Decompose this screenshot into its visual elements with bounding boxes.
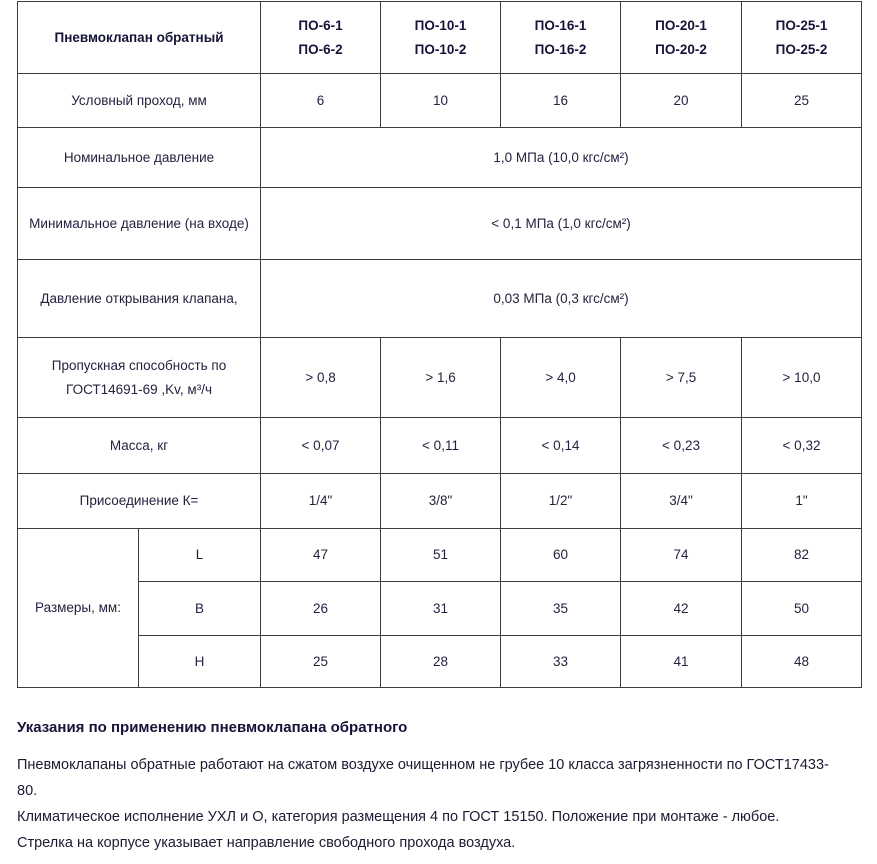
row-label-bore: Условный проход, мм bbox=[18, 74, 261, 128]
column-header-po-10 bbox=[381, 2, 501, 74]
notes-section bbox=[17, 718, 829, 856]
value-cell: 1/2" bbox=[501, 474, 621, 529]
dimension-param-h: H bbox=[139, 636, 261, 688]
table-row-mass bbox=[18, 418, 862, 474]
value-cell: < 0,23 bbox=[621, 418, 742, 474]
model-name: ПО-6-2 bbox=[298, 41, 343, 57]
value-cell: 33 bbox=[501, 636, 621, 688]
column-header-po-25 bbox=[742, 2, 862, 74]
model-name: ПО-16-2 bbox=[534, 41, 587, 57]
table-row-connection bbox=[18, 474, 862, 529]
table-row-nominal-pressure bbox=[18, 128, 862, 188]
notes-paragraph: Стрелка на корпусе указывает направление свободного прохода воздуха. bbox=[17, 835, 516, 851]
span-value-cell: 1,0 МПа (10,0 кгс/см²) bbox=[261, 128, 862, 188]
column-header-po-6 bbox=[261, 2, 381, 74]
value-cell: 51 bbox=[381, 529, 501, 582]
value-cell: 25 bbox=[261, 636, 381, 688]
table-title: Пневмоклапан обратный bbox=[18, 2, 261, 74]
value-cell: < 0,14 bbox=[501, 418, 621, 474]
spec-table bbox=[17, 1, 862, 688]
value-cell: 60 bbox=[501, 529, 621, 582]
value-cell: 41 bbox=[621, 636, 742, 688]
value-cell: 50 bbox=[742, 582, 862, 636]
table-row-dimension-l bbox=[18, 529, 862, 582]
value-cell: 31 bbox=[381, 582, 501, 636]
model-name: ПО-10-2 bbox=[414, 41, 467, 57]
value-cell: 16 bbox=[501, 74, 621, 128]
span-value-cell: < 0,1 МПа (1,0 кгс/см²) bbox=[261, 188, 862, 260]
value-cell: 10 bbox=[381, 74, 501, 128]
table-row-flow bbox=[18, 338, 862, 418]
value-cell: > 7,5 bbox=[621, 338, 742, 418]
model-name: ПО-20-1 bbox=[655, 17, 707, 33]
value-cell: < 0,11 bbox=[381, 418, 501, 474]
value-cell: 47 bbox=[261, 529, 381, 582]
table-row-dimension-b bbox=[18, 582, 862, 636]
value-cell: 82 bbox=[742, 529, 862, 582]
dimension-param-l: L bbox=[139, 529, 261, 582]
notes-heading: Указания по применению пневмоклапана обратного bbox=[17, 719, 408, 736]
value-cell: 26 bbox=[261, 582, 381, 636]
table-header-row bbox=[18, 2, 862, 74]
value-cell: < 0,32 bbox=[742, 418, 862, 474]
notes-paragraph: Климатическое исполнение УХЛ и О, категория размещения 4 по ГОСТ 15150. Положение при монтаже - любое. bbox=[17, 809, 780, 825]
dimension-param-b: B bbox=[139, 582, 261, 636]
table-row-bore bbox=[18, 74, 862, 128]
row-label-mass: Масса, кг bbox=[18, 418, 261, 474]
table-row-min-pressure bbox=[18, 188, 862, 260]
row-label-min-pressure: Минимальное давление (на входе) bbox=[18, 188, 261, 260]
row-label-nominal-pressure: Номинальное давление bbox=[18, 128, 261, 188]
value-cell: 1" bbox=[742, 474, 862, 529]
column-header-po-20 bbox=[621, 2, 742, 74]
model-name: ПО-10-1 bbox=[414, 17, 467, 33]
value-cell: 25 bbox=[742, 74, 862, 128]
value-cell: 42 bbox=[621, 582, 742, 636]
value-cell: 20 bbox=[621, 74, 742, 128]
value-cell: > 0,8 bbox=[261, 338, 381, 418]
table-row-dimension-h bbox=[18, 636, 862, 688]
value-cell: 48 bbox=[742, 636, 862, 688]
value-cell: 28 bbox=[381, 636, 501, 688]
value-cell: 1/4" bbox=[261, 474, 381, 529]
value-cell: > 1,6 bbox=[381, 338, 501, 418]
row-label-opening-pressure: Давление открывания клапана, bbox=[18, 260, 261, 338]
notes-paragraph: Пневмоклапаны обратные работают на сжатом воздухе очищенном не грубее 10 класса загрязненности по ГОСТ17433-80. bbox=[17, 757, 829, 799]
value-cell: 6 bbox=[261, 74, 381, 128]
value-cell: 3/8" bbox=[381, 474, 501, 529]
value-cell: > 4,0 bbox=[501, 338, 621, 418]
row-label-connection: Присоединение К= bbox=[18, 474, 261, 529]
model-name: ПО-16-1 bbox=[534, 17, 587, 33]
row-label-flow: Пропускная способность по ГОСТ14691-69 ,Kv, м³/ч bbox=[18, 338, 261, 418]
model-name: ПО-25-1 bbox=[775, 17, 828, 33]
span-value-cell: 0,03 МПа (0,3 кгс/см²) bbox=[261, 260, 862, 338]
value-cell: 74 bbox=[621, 529, 742, 582]
model-name: ПО-25-2 bbox=[775, 41, 828, 57]
value-cell: < 0,07 bbox=[261, 418, 381, 474]
model-name: ПО-6-1 bbox=[298, 17, 343, 33]
row-label-dimensions: Размеры, мм: bbox=[18, 529, 139, 688]
value-cell: 35 bbox=[501, 582, 621, 636]
table-row-opening-pressure bbox=[18, 260, 862, 338]
value-cell: 3/4" bbox=[621, 474, 742, 529]
model-name: ПО-20-2 bbox=[655, 41, 707, 57]
column-header-po-16 bbox=[501, 2, 621, 74]
value-cell: > 10,0 bbox=[742, 338, 862, 418]
